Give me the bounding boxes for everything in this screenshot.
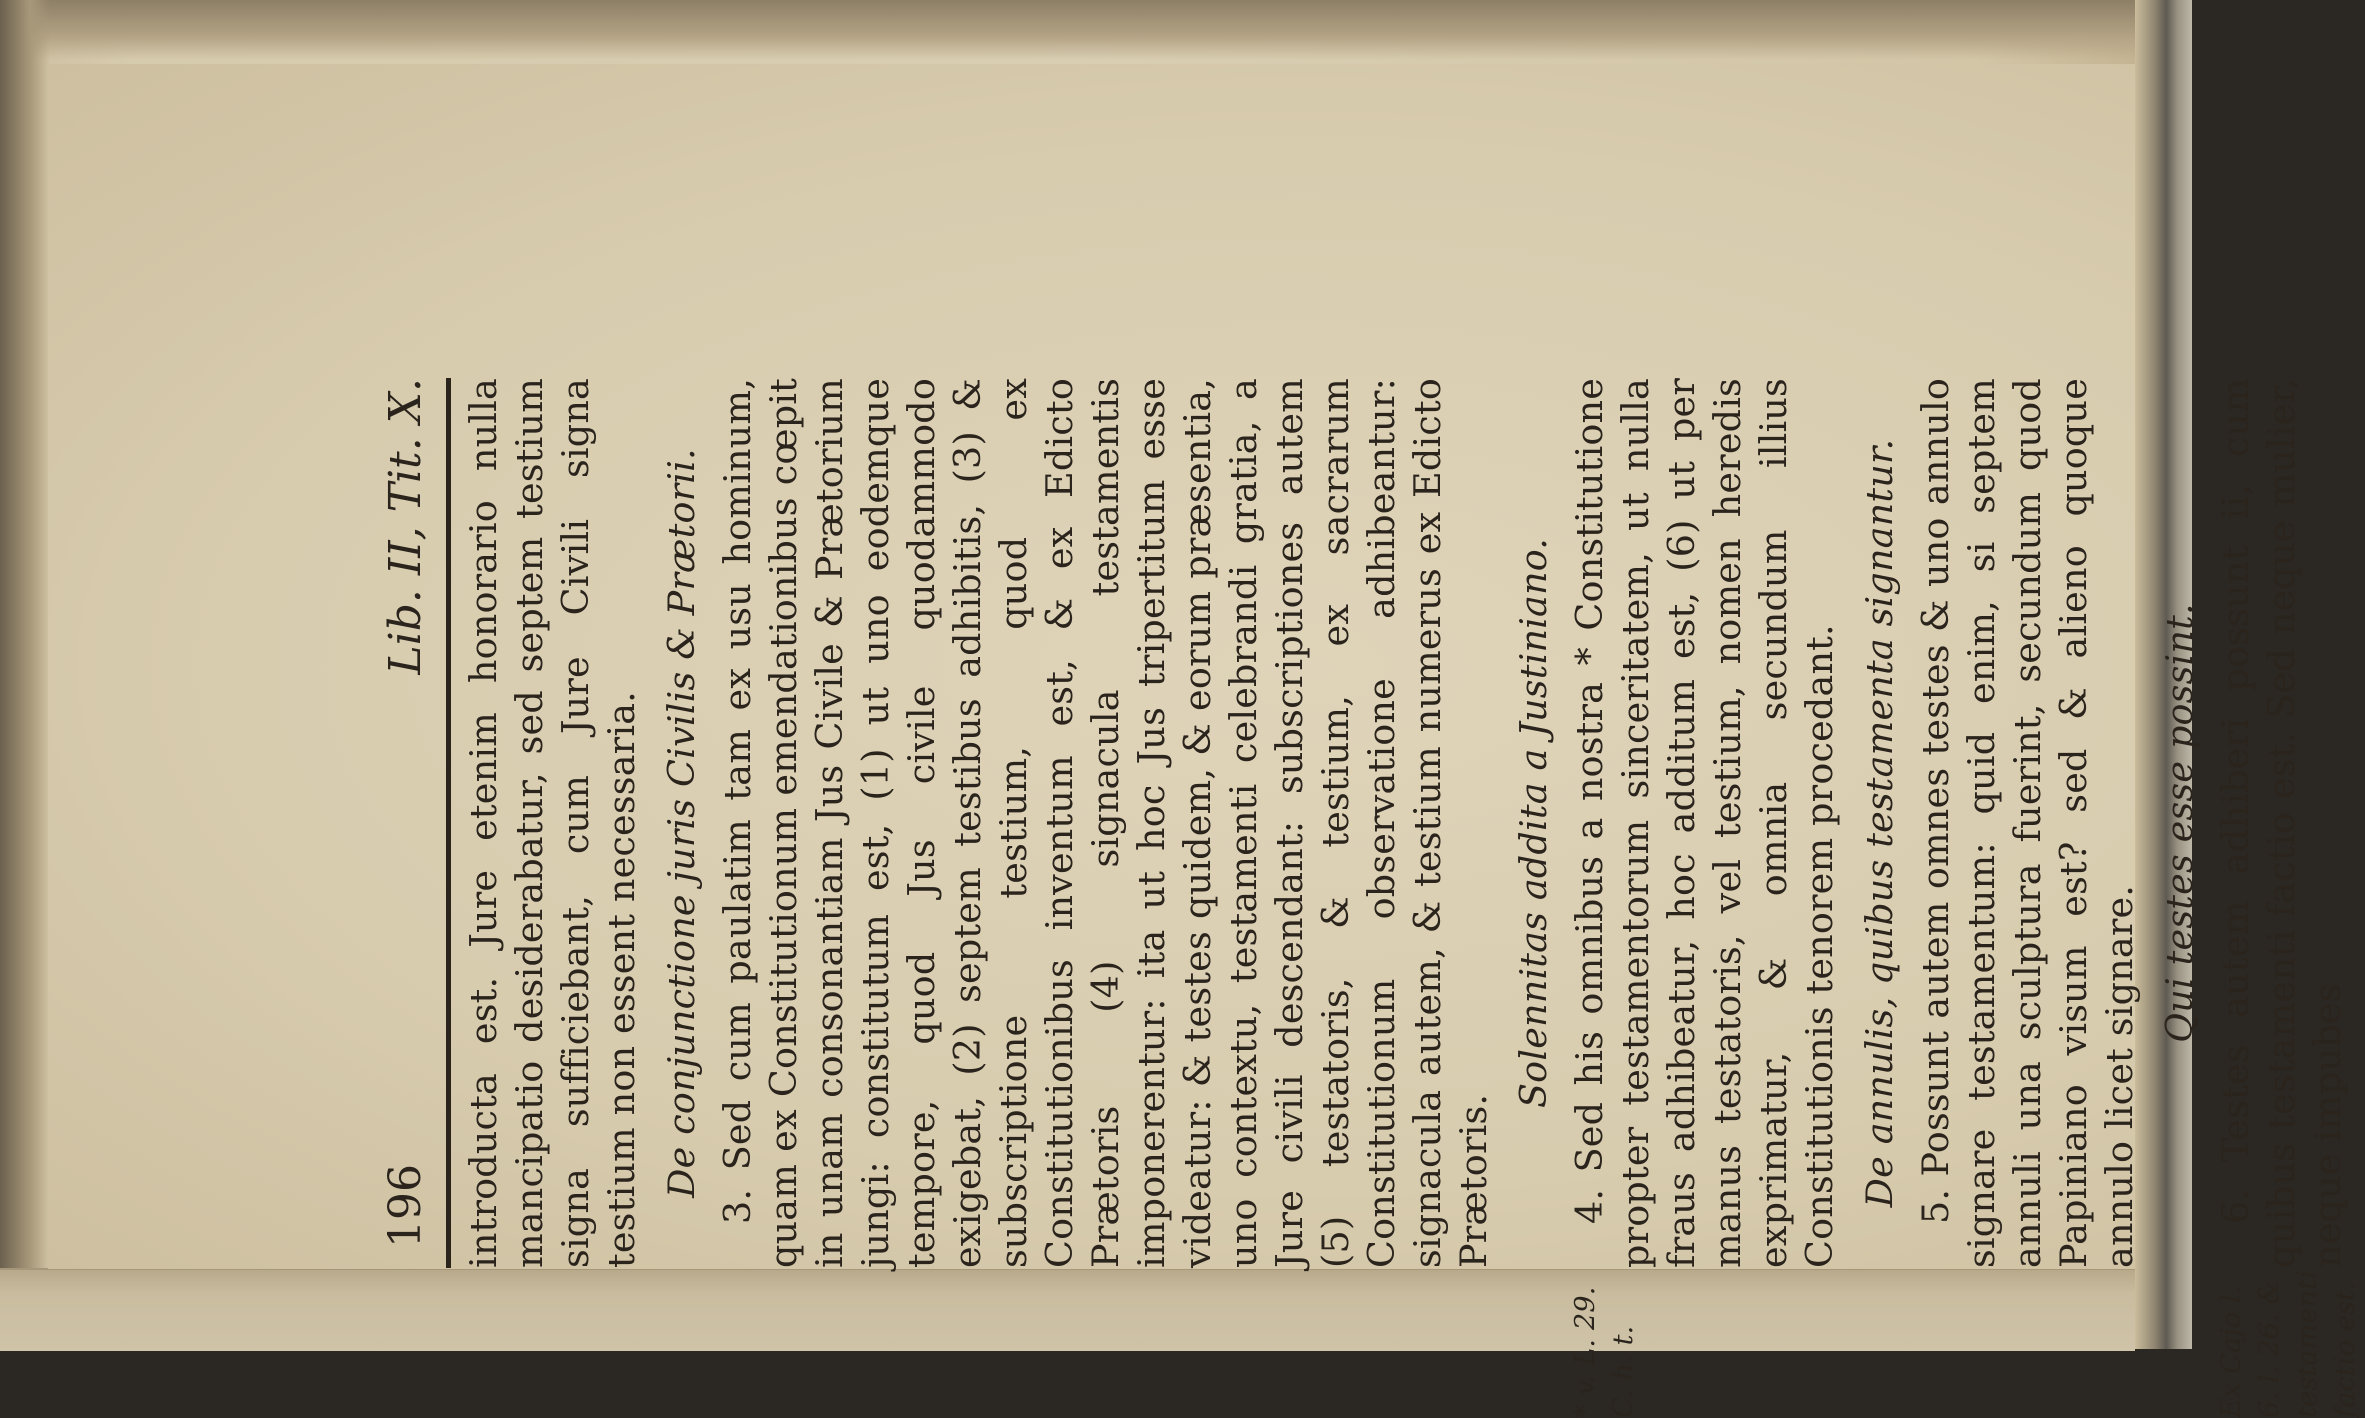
running-head bbox=[366, 378, 451, 1268]
rotated-text-block bbox=[366, 378, 2361, 1418]
margin-note-constitutio: * v. L. 29. C. h. t. bbox=[1570, 1286, 1639, 1418]
paragraph-4: 4. Sed his omnibus a nostra * Constitutione propter testamentorum sinceritatem, ut nulla fraus adhibeatur, hoc additum est, (6) ut per manus testatoris, vel testium, nomen heredis exprimatur, & omnia secundum illius Constitutionis tenorem procedant. bbox=[1568, 378, 1841, 1268]
heading-testes: Qui testes esse possint. bbox=[2158, 603, 2201, 1043]
margin-note-cajo: Ex Cajo l. 6. l. 26. & testamenti factio est. bbox=[2216, 1269, 2361, 1418]
heading-annulis: De annulis, quibus testamenta signantur. bbox=[1858, 438, 1901, 1208]
paragraph-6: 6. Testes autem adhiberi possunt ii, cum quibus testamenti factio est. Sed neque mulier, neque impubes bbox=[2214, 378, 2349, 1268]
paragraph-6-wrap bbox=[2213, 378, 2361, 1418]
paragraph-intro: introducta est. Jure etenim honorario nulla mancipatio desiderabatur, sed septem testium signa sufficiebant, cum Jure Civili signa testium non essent necessaria. bbox=[462, 378, 643, 1268]
page-lower-edge bbox=[0, 1268, 2135, 1351]
running-head-title: Lib. II, Tit. X. bbox=[380, 378, 431, 675]
page-body bbox=[461, 378, 2361, 1418]
heading-solennitas: Solennitas addita a Justiniano. bbox=[1512, 537, 1555, 1109]
page-number: 196 bbox=[380, 1164, 431, 1248]
page-left-shadow bbox=[0, 0, 50, 1349]
paragraph-4-wrap bbox=[1567, 378, 1843, 1418]
printed-page bbox=[48, 64, 2361, 1418]
page-top-edge bbox=[0, 0, 2192, 60]
heading-conjunctione: De conjunctione juris Civilis & Prætorii. bbox=[660, 448, 703, 1198]
paragraph-3: 3. Sed cum paulatim tam ex usu hominum, quam ex Constitutionum emendationibus cœpit in unam consonantiam Jus Civile & Prætorium jungi: constitutum est, (1) ut uno eodemque tempore, quod Jus civile quodammodo exigebat, (2) septem testibus adhibitis, (3) & subscriptione testium, quod ex Constitutionibus inventum est, & ex Edicto Prætoris (4) signacula testamentis imponerentur: ita ut hoc Jus tripertitum esse videatur: & testes quidem, & eorum præsentia, uno contextu, testamenti celebrandi gratia, a Jure civili descendant: subscriptiones autem (5) testatoris, & testium, ex sacrarum Constitutionum observatione adhibeantur: signacula autem, & testium numerus ex Edicto Prætoris. bbox=[716, 378, 1495, 1268]
paragraph-5: 5. Possunt autem omnes testes & uno annulo signare testamentum: quid enim, si septem annuli una sculptura fuerint, secundum quod Papiniano visum est? sed & alieno quoque annulo licet signare. bbox=[1914, 378, 2141, 1268]
